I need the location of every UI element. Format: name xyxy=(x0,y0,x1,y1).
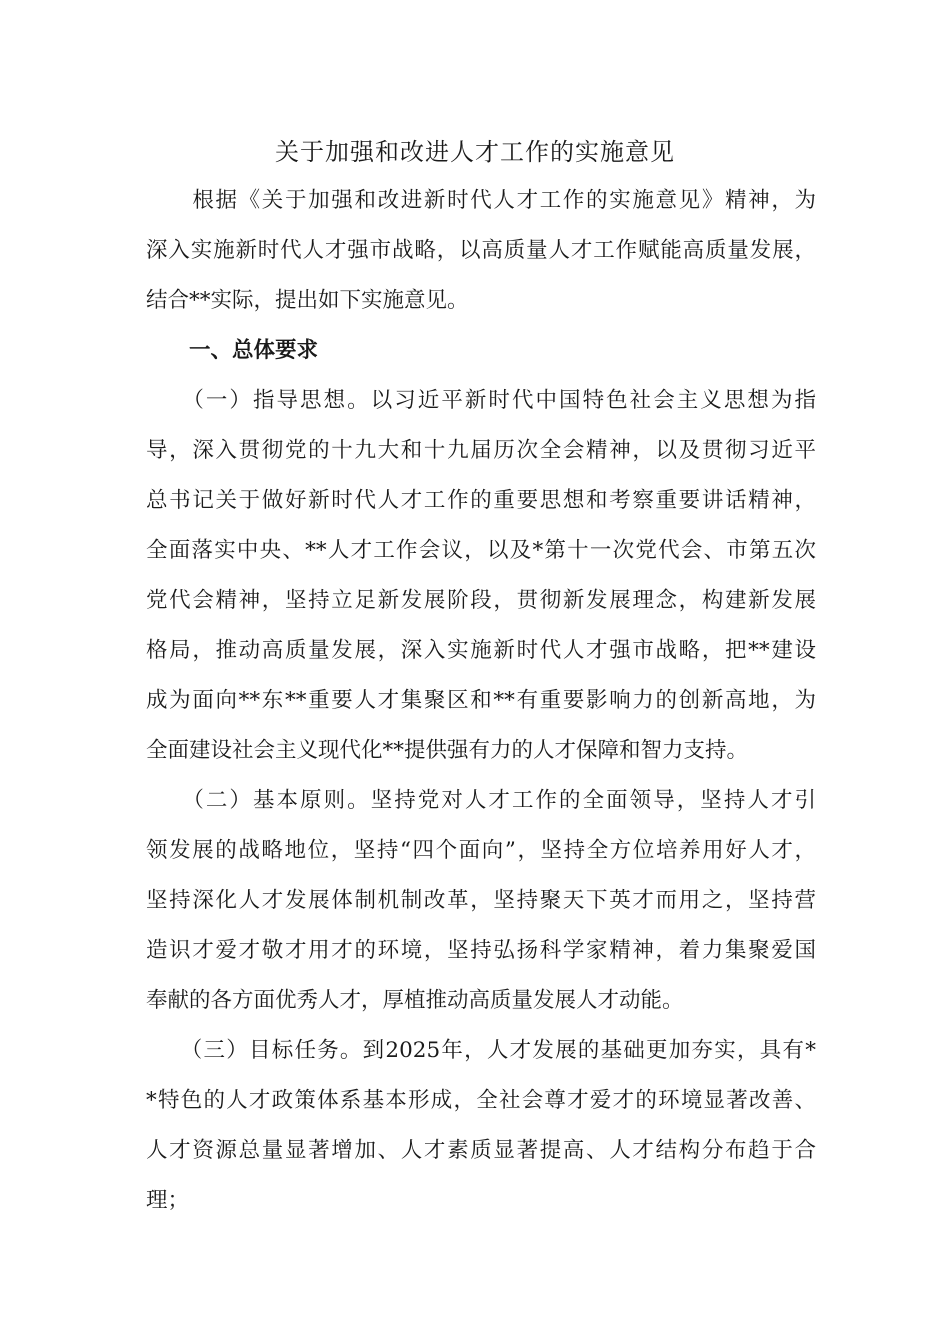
paragraph-line: 党代会精神，坚持立足新发展阶段，贯彻新发展理念，构建新发展 xyxy=(146,588,816,613)
document-title: 关于加强和改进人才工作的实施意见 xyxy=(275,138,675,166)
paragraph-line: 全面建设社会主义现代化**提供强有力的人才保障和智力支持。 xyxy=(146,738,749,763)
paragraph-line: 人才资源总量显著增加、人才素质显著提高、人才结构分布趋于合 xyxy=(146,1138,816,1163)
paragraph-line: 总书记关于做好新时代人才工作的重要思想和考察重要讲话精神， xyxy=(146,488,816,513)
paragraph-line: 奉献的各方面优秀人才，厚植推动高质量发展人才动能。 xyxy=(146,988,684,1013)
paragraph-line: 格局，推动高质量发展，深入实施新时代人才强市战略，把**建设 xyxy=(146,638,816,663)
paragraph-line: *特色的人才政策体系基本形成，全社会尊才爱才的环境显著改善、 xyxy=(146,1088,816,1113)
paragraph-line: 造识才爱才敬才用才的环境，坚持弘扬科学家精神，着力集聚爱国 xyxy=(146,938,816,963)
paragraph-line: 成为面向**东**重要人才集聚区和**有重要影响力的创新高地，为 xyxy=(146,688,816,713)
paragraph-line: 全面落实中央、**人才工作会议，以及*第十一次党代会、市第五次 xyxy=(146,538,816,563)
paragraph-line: 坚持深化人才发展体制机制改革，坚持聚天下英才而用之，坚持营 xyxy=(146,888,816,913)
paragraph-line: （二）基本原则。坚持党对人才工作的全面领导，坚持人才引 xyxy=(146,788,816,813)
paragraph-line: 导，深入贯彻党的十九大和十九届历次全会精神，以及贯彻习近平 xyxy=(146,438,816,463)
paragraph-line: 结合**实际，提出如下实施意见。 xyxy=(146,288,469,313)
paragraph-line: （三）目标任务。到2025年，人才发展的基础更加夯实，具有* xyxy=(146,1038,816,1063)
paragraph-line: 深入实施新时代人才强市战略，以高质量人才工作赋能高质量发展， xyxy=(146,238,816,263)
paragraph-line: 理； xyxy=(146,1188,190,1213)
paragraph-line: 领发展的战略地位，坚持“四个面向”，坚持全方位培养用好人才， xyxy=(146,838,816,863)
paragraph-line: （一）指导思想。以习近平新时代中国特色社会主义思想为指 xyxy=(146,388,816,413)
paragraph-line: 根据《关于加强和改进新时代人才工作的实施意见》精神，为 xyxy=(146,188,816,213)
section-heading: 一、总体要求 xyxy=(146,338,319,363)
